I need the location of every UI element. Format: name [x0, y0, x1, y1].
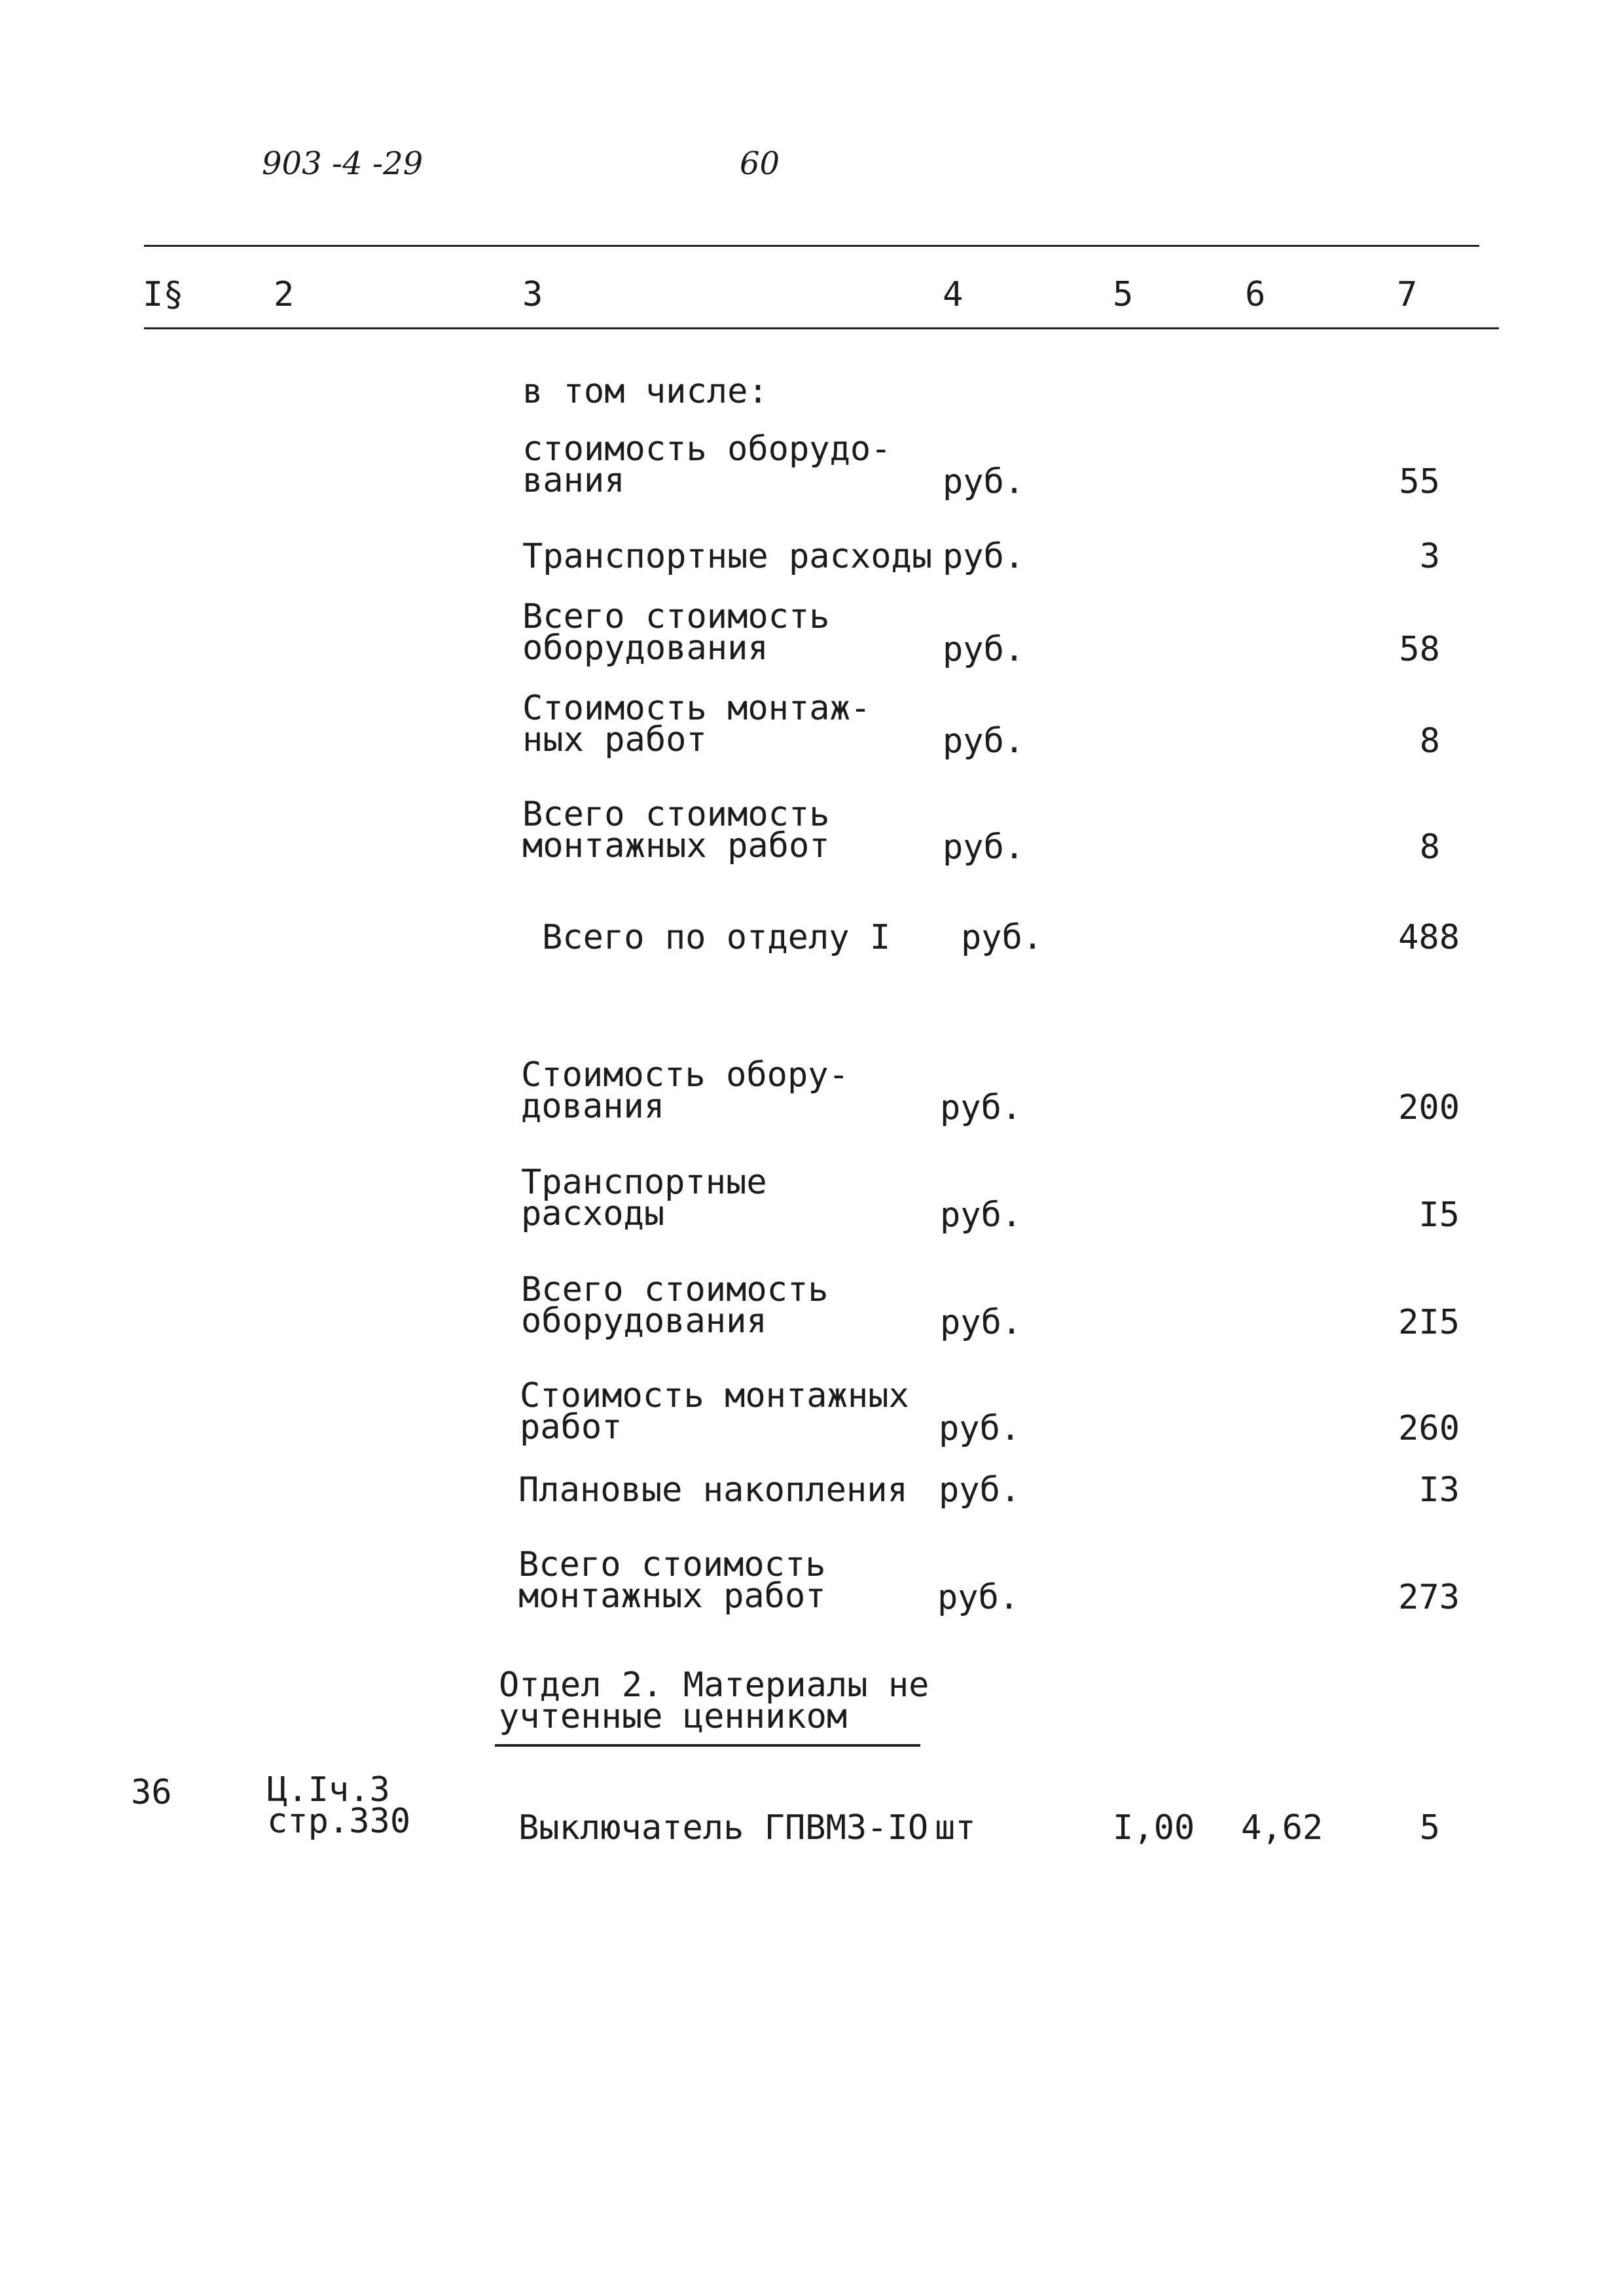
row-total: I3: [1418, 1470, 1460, 1510]
column-header-2: 2: [274, 275, 295, 314]
row-unit: руб.: [937, 1578, 1020, 1617]
item-unit: шт: [935, 1808, 976, 1848]
row-unit: руб.: [940, 1303, 1022, 1342]
column-header-3: 3: [522, 275, 543, 314]
including-label: в том числе:: [522, 372, 768, 411]
item-quantity: I,00: [1113, 1808, 1195, 1848]
row-total: 8: [1419, 828, 1440, 867]
column-header-4: 4: [943, 275, 964, 314]
row-description: Всего стоимость оборудования: [521, 1270, 829, 1341]
row-total: 3: [1419, 537, 1440, 576]
row-description: Стоимость монтажных работ: [520, 1376, 909, 1447]
page-number: 60: [740, 145, 780, 182]
item-description: Выключатель ГПВМЗ-IO: [518, 1808, 929, 1848]
item-total: 5: [1419, 1808, 1440, 1848]
row-unit: руб.: [943, 828, 1025, 867]
row-total: 200: [1398, 1088, 1460, 1127]
row-unit: руб.: [939, 1470, 1021, 1510]
table-header-rule: [144, 327, 1499, 329]
row-unit: руб.: [943, 537, 1025, 576]
row-description: Стоимость обору- дования: [521, 1055, 849, 1126]
row-unit: руб.: [943, 721, 1025, 761]
row-total: 55: [1399, 462, 1440, 501]
row-total: 2I5: [1398, 1303, 1460, 1342]
row-description: Всего стоимость монтажных работ: [518, 1545, 826, 1616]
row-unit: руб.: [943, 630, 1025, 669]
department-heading-underline: [495, 1744, 920, 1747]
column-header-7: 7: [1397, 275, 1418, 314]
row-description: Плановые накопления: [518, 1470, 908, 1510]
row-description: Транспортные расходы: [521, 1163, 767, 1233]
department-total-unit: руб.: [961, 918, 1043, 957]
item-number: 36: [131, 1773, 172, 1812]
row-unit: руб.: [940, 1195, 1022, 1235]
row-total: 273: [1398, 1578, 1460, 1617]
item-reference: Ц.Iч.3 стр.330: [267, 1770, 411, 1841]
row-description: Всего стоимость оборудования: [522, 597, 830, 668]
row-total: I5: [1418, 1195, 1460, 1235]
row-description: Всего стоимость монтажных работ: [522, 795, 830, 866]
document-code: 903 -4 -29: [262, 145, 424, 182]
row-total: 8: [1419, 721, 1440, 761]
department-2-heading: Отдел 2. Материалы не учтенные ценником: [499, 1666, 929, 1736]
row-unit: руб.: [943, 462, 1025, 501]
department-total-value: 488: [1398, 918, 1460, 957]
row-unit: руб.: [940, 1088, 1022, 1127]
row-unit: руб.: [939, 1409, 1021, 1448]
row-total: 260: [1398, 1409, 1460, 1448]
row-description: Транспортные расходы: [522, 537, 933, 576]
column-header-1: I§: [143, 275, 184, 314]
item-price: 4,62: [1241, 1808, 1324, 1848]
row-total: 58: [1399, 630, 1440, 669]
row-description: Стоимость монтаж- ных работ: [522, 689, 871, 759]
row-description: стоимость оборудо- вания: [522, 429, 892, 500]
column-header-6: 6: [1245, 275, 1266, 314]
column-header-5: 5: [1113, 275, 1134, 314]
department-total-label: Всего по отделу I: [542, 918, 891, 957]
table-top-rule: [144, 245, 1479, 247]
